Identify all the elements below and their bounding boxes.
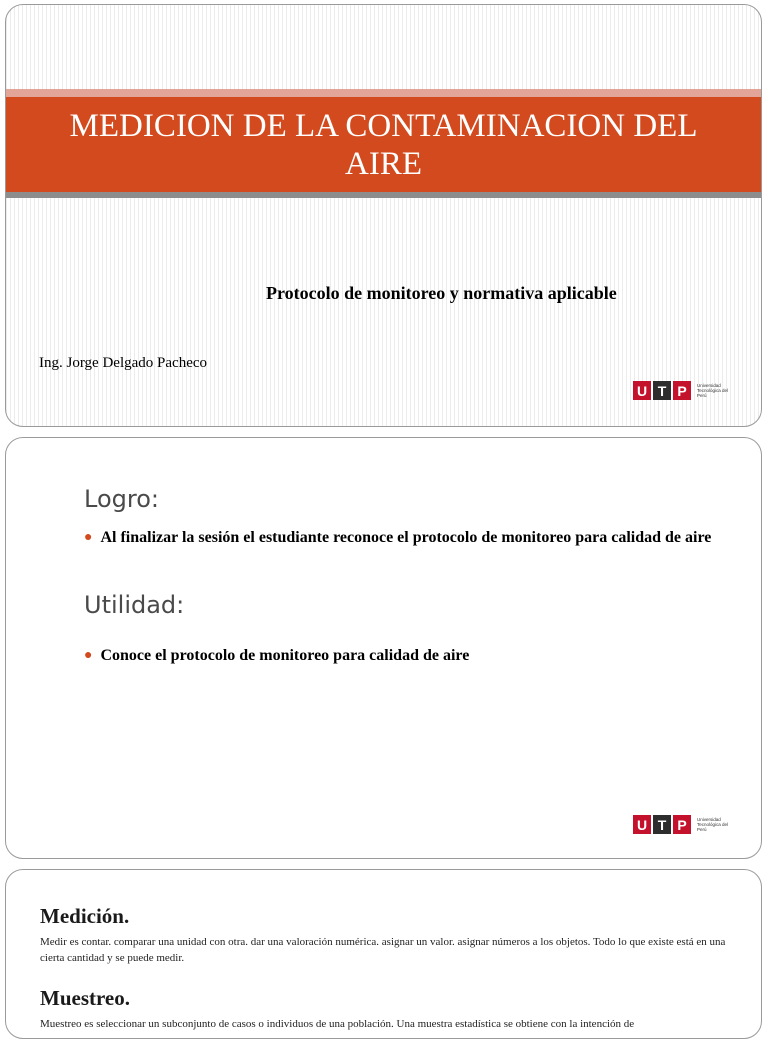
bullet-icon: ● (84, 530, 93, 545)
bullet-icon: ● (84, 648, 93, 663)
title-band (6, 97, 761, 192)
slide-title: MEDICION DE LA CONTAMINACION DEL AIRE (69, 107, 698, 182)
utp-logo (633, 815, 729, 834)
logro-bullet-text: Al finalizar la sesión el estudiante reconoce el protocolo de monitoreo para calidad de aire (100, 529, 712, 546)
logo-tagline: Universidad Tecnológica del Perú (697, 383, 729, 398)
logo-letter-u: U (633, 815, 651, 834)
title-slide (5, 4, 762, 427)
definitions-slide (5, 869, 762, 1039)
muestreo-heading: Muestreo. (40, 986, 130, 1010)
utilidad-bullet-text: Conoce el protocolo de monitoreo para calidad de aire (100, 647, 470, 664)
logo-letter-t: T (653, 381, 671, 400)
muestreo-text: Muestreo es seleccionar un subconjunto de casos o individuos de una población. Una muestra estadística se obtiene con la intención de (40, 1018, 635, 1030)
author-name: Ing. Jorge Delgado Pacheco (39, 355, 208, 371)
objectives-slide (5, 437, 762, 859)
utilidad-heading: Utilidad: (84, 591, 185, 619)
title-band-accent (6, 89, 761, 97)
medicion-heading: Medición. (40, 904, 130, 928)
logo-letter-p: P (673, 381, 691, 400)
slide-subtitle: Protocolo de monitoreo y normativa aplicable (266, 283, 617, 303)
logro-bullet (84, 529, 711, 547)
utp-logo (633, 381, 729, 400)
title-band-shadow (6, 192, 761, 198)
logo-letter-p: P (673, 815, 691, 834)
logo-letter-t: T (653, 815, 671, 834)
logo-tagline: Universidad Tecnológica del Perú (697, 817, 729, 832)
medicion-text: Medir es contar. comparar una unidad con otra. dar una valoración numérica. asignar un valor. asignar números a los objetos. Todo lo que existe está en una cierta cantidad y se puede medir. (40, 936, 726, 964)
logro-heading: Logro: (84, 485, 159, 513)
logo-letter-u: U (633, 381, 651, 400)
utilidad-bullet (84, 647, 469, 665)
